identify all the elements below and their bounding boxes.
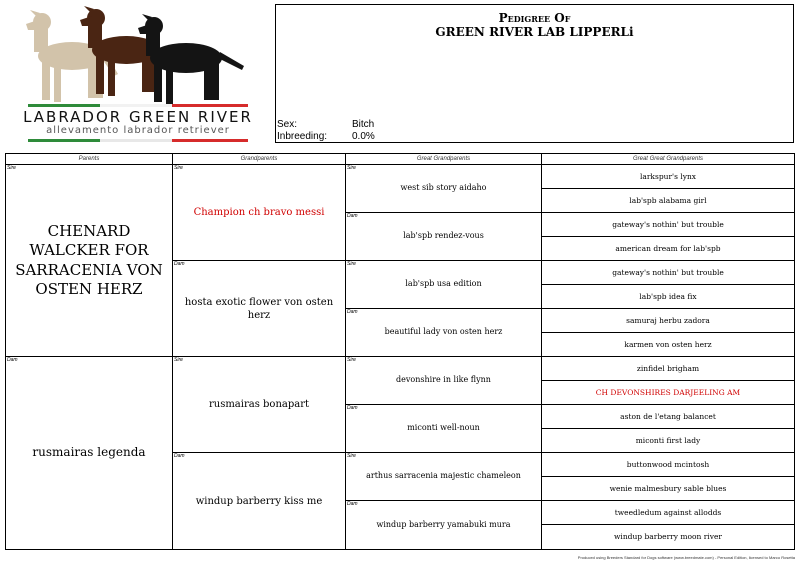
great-great-grandparent-6[interactable] — [542, 285, 794, 309]
great-great-grandparent-7[interactable] — [542, 309, 794, 333]
parent-dam-name: rusmairas legenda — [32, 445, 146, 460]
great-great-grandparent-name: wenie malmesbury sable blues — [609, 483, 727, 493]
great-great-grandparent-name: gateway's nothin' but trouble — [612, 219, 724, 229]
great-great-grandparent-10[interactable] — [542, 381, 794, 405]
dam-tag: Dam — [347, 213, 358, 219]
great-great-grandparent-16[interactable] — [542, 525, 794, 549]
dam-tag: Dam — [174, 261, 185, 267]
great-grandparent-8[interactable] — [346, 501, 542, 549]
grandparent-name: Champion ch bravo messi — [193, 207, 325, 218]
dam-tag: Dam — [347, 501, 358, 507]
parent-sire-name: CHENARD WALCKER FOR SARRACENIA VON OSTEN HERZ — [15, 221, 163, 298]
great-grandparent-name: lab'spb usa edition — [405, 279, 482, 289]
great-great-grandparent-5[interactable] — [542, 261, 794, 285]
great-grandparent-5[interactable] — [346, 357, 542, 405]
great-great-grandparent-name: zinfidel brigham — [636, 363, 700, 373]
great-great-grandparent-name: lab'spb alabama girl — [629, 195, 707, 205]
dam-tag: Dam — [174, 453, 185, 459]
column-header-parents: Parents — [6, 154, 173, 165]
dam-tag: Dam — [347, 405, 358, 411]
sire-tag: Sire — [7, 165, 16, 171]
great-great-grandparent-8[interactable] — [542, 333, 794, 357]
great-great-grandparent-14[interactable] — [542, 477, 794, 501]
flag-stripe — [22, 138, 254, 144]
column-header-grandparents: Grandparents — [173, 154, 346, 165]
great-great-grandparent-name: buttonwood mcintosh — [626, 459, 710, 469]
great-grandparent-name: west sib story aidaho — [400, 183, 487, 193]
great-great-grandparent-13[interactable] — [542, 453, 794, 477]
great-great-grandparent-name: gateway's nothin' but trouble — [612, 267, 724, 277]
dam-tag: Dam — [7, 357, 18, 363]
great-grandparent-4[interactable] — [346, 309, 542, 357]
great-great-grandparent-11[interactable] — [542, 405, 794, 429]
great-grandparent-name: arthus sarracenia majestic chameleon — [366, 471, 521, 481]
pedigree-title: Pedigree Of — [498, 11, 571, 25]
column-header-great-great-grandparents: Great Great Grandparents — [542, 154, 794, 165]
great-great-grandparent-name: samuraj herbu zadora — [626, 315, 710, 325]
great-grandparent-name: beautiful lady von osten herz — [384, 327, 503, 337]
great-great-grandparent-name: american dream for lab'spb — [615, 243, 721, 253]
great-grandparent-7[interactable] — [346, 453, 542, 501]
great-great-grandparent-name: tweedledum against allodds — [614, 507, 722, 517]
sex-label: Sex: — [277, 119, 298, 130]
kennel-logo — [22, 4, 254, 146]
great-great-grandparent-name: CH DEVONSHIRES DARJEELING AM — [595, 387, 741, 397]
pedigree-header — [275, 4, 794, 143]
great-grandparent-name: miconti well-noun — [407, 423, 480, 433]
dam-tag: Dam — [347, 309, 358, 315]
great-great-grandparent-3[interactable] — [542, 213, 794, 237]
great-great-grandparent-4[interactable] — [542, 237, 794, 261]
sire-tag: Sire — [347, 453, 356, 459]
parent-sire[interactable] — [6, 165, 173, 357]
inbreeding-value: 0.0% — [352, 131, 375, 142]
pedigree-table — [5, 153, 795, 550]
column-header-great-grandparents: Great Grandparents — [346, 154, 542, 165]
great-great-grandparent-12[interactable] — [542, 429, 794, 453]
great-grandparent-name: devonshire in like flynn — [396, 375, 491, 385]
inbreeding-label: Inbreeding: — [277, 131, 328, 142]
great-great-grandparent-name: larkspur's lynx — [639, 171, 697, 181]
great-grandparent-6[interactable] — [346, 405, 542, 453]
three-labradors-icon — [22, 4, 254, 108]
dog-name: GREEN RIVER LAB LIPPERLi — [435, 25, 634, 39]
sire-tag: Sire — [174, 357, 183, 363]
great-great-grandparent-name: karmen von osten herz — [624, 339, 712, 349]
grandparent-name: windup barberry kiss me — [195, 495, 323, 507]
great-grandparent-1[interactable] — [346, 165, 542, 213]
sire-tag: Sire — [174, 165, 183, 171]
grandparent-3[interactable] — [173, 357, 346, 453]
great-grandparent-2[interactable] — [346, 213, 542, 261]
great-great-grandparent-15[interactable] — [542, 501, 794, 525]
kennel-tagline: allevamento labrador retriever — [46, 125, 230, 136]
parent-dam[interactable] — [6, 357, 173, 549]
great-great-grandparent-1[interactable] — [542, 165, 794, 189]
grandparent-4[interactable] — [173, 453, 346, 549]
grandparent-name: rusmairas bonapart — [208, 399, 310, 410]
sire-tag: Sire — [347, 261, 356, 267]
grandparent-name: hosta exotic flower von osten herz — [184, 296, 334, 321]
great-great-grandparent-name: aston de l'etang balancet — [620, 411, 716, 421]
great-grandparent-name: windup barberry yamabuki mura — [376, 519, 511, 529]
great-great-grandparent-name: lab'spb idea fix — [639, 291, 697, 301]
great-grandparent-3[interactable] — [346, 261, 542, 309]
great-great-grandparent-9[interactable] — [542, 357, 794, 381]
great-great-grandparent-name: miconti first lady — [635, 435, 701, 445]
sire-tag: Sire — [347, 357, 356, 363]
grandparent-2[interactable] — [173, 261, 346, 357]
kennel-wordmark: LABRADOR GREEN RIVER — [23, 108, 253, 126]
sex-value: Bitch — [352, 119, 375, 130]
footer-credit: Produced using Breeders Standard for Dogs software (www.breedmate.com) - Personal Edition, licensed to Marco Rosetta — [577, 555, 795, 560]
great-grandparent-name: lab'spb rendez-vous — [403, 231, 484, 241]
grandparent-1[interactable] — [173, 165, 346, 261]
sire-tag: Sire — [347, 165, 356, 171]
great-great-grandparent-2[interactable] — [542, 189, 794, 213]
great-great-grandparent-name: windup barberry moon river — [614, 532, 722, 542]
